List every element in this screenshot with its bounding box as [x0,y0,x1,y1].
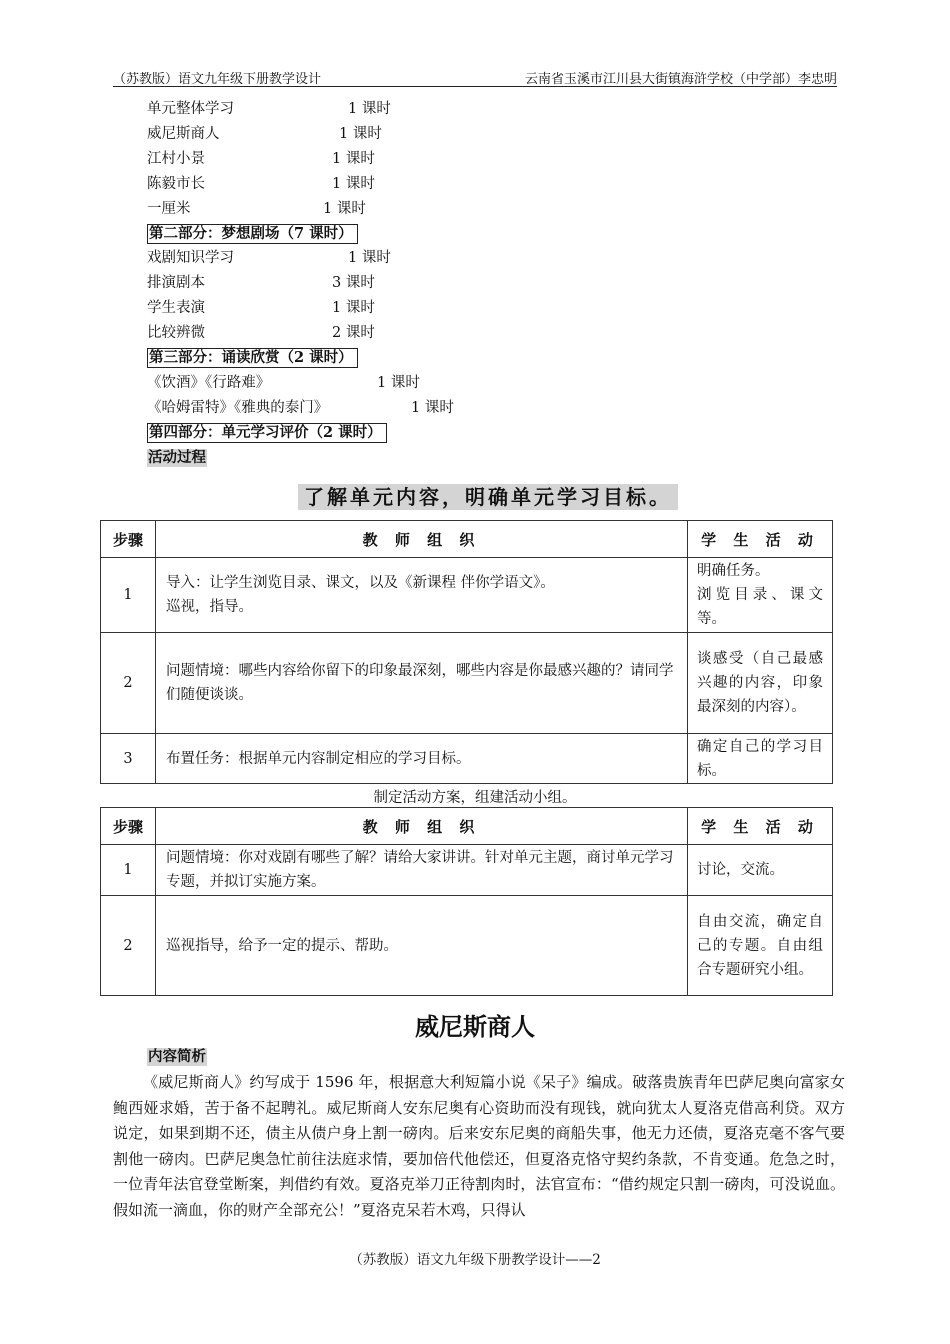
schedule-hours: 2 课时 [332,325,375,341]
part3-heading: 第三部分：诵读欣赏（2 课时） [147,348,358,368]
schedule-name: 单元整体学习 [147,101,234,117]
col-header-step: 步骤 [101,521,156,558]
teacher-cell: 问题情境：你对戏剧有哪些了解？请给大家讲讲。针对单元主题，商讨单元学习专题，并拟订实施方案。 [156,845,688,896]
step-cell: 3 [101,734,156,784]
table-header-row [101,808,833,845]
schedule-name: 威尼斯商人 [147,126,220,142]
student-cell: 明确任务。 浏览目录、课文等。 [688,558,833,633]
col-header-teacher: 教 师 组 织 [156,808,688,845]
table-row [101,558,833,633]
part4-heading: 第四部分：单元学习评价（2 课时） [147,423,387,443]
student-cell: 讨论，交流。 [688,845,833,896]
schedule-hours: 3 课时 [332,275,375,291]
activity-table-2 [100,807,833,996]
table2-caption: 制定活动方案，组建活动小组。 [373,790,577,806]
schedule-hours: 1 课时 [339,126,382,142]
activity-heading: 活动过程 [148,449,206,466]
activity-table-1 [100,520,833,784]
step-cell: 1 [101,845,156,896]
schedule-name: 学生表演 [147,300,205,316]
table-row [101,896,833,996]
teacher-cell: 巡视指导，给予一定的提示、帮助。 [156,896,688,996]
schedule-name: 排演剧本 [147,275,205,291]
schedule-name: 《饮酒》《行路难》 [147,375,271,391]
schedule-name: 戏剧知识学习 [147,250,234,266]
schedule-hours: 1 课时 [348,101,391,117]
part2-heading: 第二部分：梦想剧场（7 课时） [147,224,358,244]
schedule-name: 比较辨微 [147,325,205,341]
schedule-hours: 1 课时 [332,176,375,192]
teacher-cell: 布置任务：根据单元内容制定相应的学习目标。 [156,734,688,784]
col-header-teacher: 教 师 组 织 [156,521,688,558]
schedule-hours: 1 课时 [332,300,375,316]
section-goal-title: 了解单元内容，明确单元学习目标。 [298,484,678,510]
schedule-name: 《哈姆雷特》《雅典的泰门》 [147,400,329,416]
step-cell: 1 [101,558,156,633]
col-header-step: 步骤 [101,808,156,845]
schedule-name: 一厘米 [147,201,191,217]
table-row [101,845,833,896]
step-cell: 2 [101,633,156,734]
teacher-cell: 导入：让学生浏览目录、课文，以及《新课程 伴你学语文》。 巡视，指导。 [156,558,688,633]
page-footer: （苏教版）语文九年级下册教学设计——2 [349,1252,601,1268]
schedule-hours: 1 课时 [323,201,366,217]
header-right: 云南省玉溪市江川县大街镇海浒学校（中学部）李忠明 [524,72,837,87]
student-cell: 谈感受（自己最感兴趣的内容，印象最深刻的内容）。 [688,633,833,734]
table-header-row [101,521,833,558]
student-cell: 自由交流，确定自己的专题。自由组合专题研究小组。 [688,896,833,996]
col-header-student: 学 生 活 动 [688,808,833,845]
header-left: （苏教版）语文九年级下册教学设计 [113,72,322,87]
teacher-cell: 问题情境：哪些内容给你留下的印象最深刻，哪些内容是你最感兴趣的？请同学们随便谈谈。 [156,633,688,734]
step-cell: 2 [101,896,156,996]
page-header [113,66,837,87]
student-cell: 确定自己的学习目标。 [688,734,833,784]
table-row [101,734,833,784]
schedule-name: 陈毅市长 [147,176,205,192]
schedule-hours: 1 课时 [377,375,420,391]
content-paragraph: 《威尼斯商人》约写成于 1596 年，根据意大利短篇小说《呆子》编成。破落贵族青年巴萨尼奥向富家女鲍西娅求婚，苦于备不起聘礼。威尼斯商人安东尼奥有心资助而没有现钱，就向犹太人夏洛克借高利贷。双方说定，如果到期不还，债主从债户身上割一磅肉。后来安东尼奥的商船失事，他无力还债，夏洛克毫不客气要割他一磅肉。巴萨尼奥急忙前往法庭求情，要加倍代他偿还，但夏洛克恪守契约条款，不肯变通。危急之时，一位青年法官登堂断案，判借约有效。夏洛克举刀正待割肉时，法官宣布：“借约规定只割一磅肉，可没说血。假如流一滴血，你的财产全部充公！”夏洛克呆若木鸡，只得认 [113,1073,845,1219]
table-row [101,633,833,734]
schedule-hours: 1 课时 [411,400,454,416]
section-title: 威尼斯商人 [415,1013,535,1041]
content-heading: 内容简析 [148,1048,206,1065]
schedule-hours: 1 课时 [348,250,391,266]
schedule-name: 江村小景 [147,151,205,167]
schedule-hours: 1 课时 [332,151,375,167]
col-header-student: 学 生 活 动 [688,521,833,558]
